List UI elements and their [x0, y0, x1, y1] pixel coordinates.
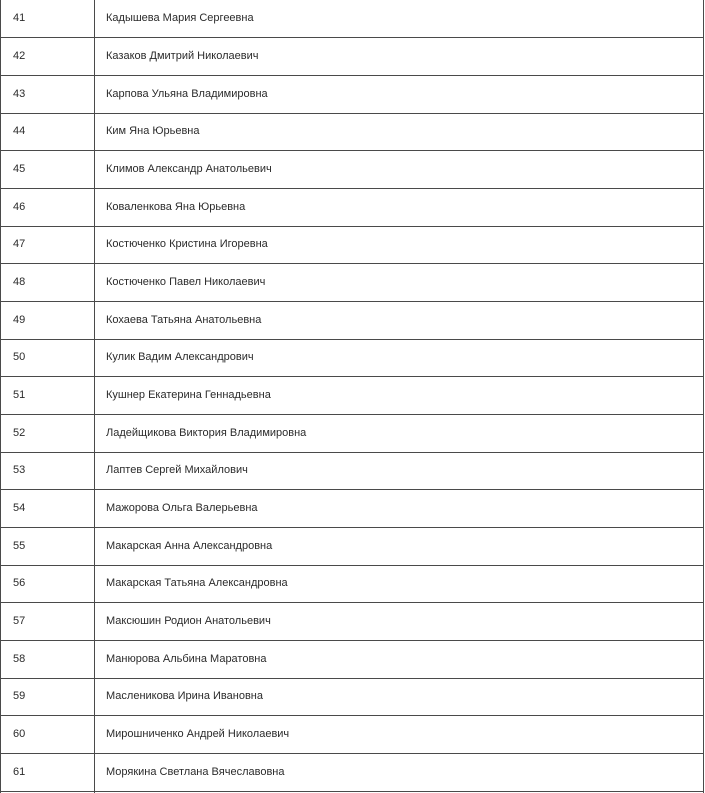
table-row: [1, 0, 704, 38]
row-number: 52: [13, 427, 26, 439]
person-name: Кадышева Мария Сергеевна: [106, 12, 254, 24]
row-number: 57: [13, 615, 26, 627]
table-row: [1, 302, 704, 340]
person-name: Манюрова Альбина Маратовна: [106, 653, 267, 665]
table-row: [1, 151, 704, 189]
person-name: Костюченко Павел Николаевич: [106, 276, 266, 288]
table-row: [1, 716, 704, 754]
table-row: [1, 565, 704, 603]
row-number: 53: [13, 464, 26, 476]
table-row: [1, 339, 704, 377]
person-name: Мирошниченко Андрей Николаевич: [106, 728, 290, 740]
table-row: [1, 452, 704, 490]
row-number: 49: [13, 314, 26, 326]
table-row: [1, 226, 704, 264]
person-name: Кулик Вадим Александрович: [106, 351, 254, 363]
person-name: Кушнер Екатерина Геннадьевна: [106, 389, 271, 401]
row-number: 51: [13, 389, 26, 401]
row-number: 55: [13, 540, 26, 552]
table-row: [1, 754, 704, 792]
person-name: Ким Яна Юрьевна: [106, 125, 200, 137]
row-number: 56: [13, 577, 26, 589]
person-name: Костюченко Кристина Игоревна: [106, 238, 268, 250]
row-number: 44: [13, 125, 26, 137]
table-row: [1, 38, 704, 76]
row-number: 60: [13, 728, 26, 740]
person-name: Морякина Светлана Вячеславовна: [106, 766, 285, 778]
table-row: [1, 189, 704, 227]
table-row: [1, 678, 704, 716]
person-name: Максюшин Родион Анатольевич: [106, 615, 271, 627]
row-number: 48: [13, 276, 26, 288]
person-name: Макарская Анна Александровна: [106, 540, 273, 552]
table-row: [1, 528, 704, 566]
row-number: 46: [13, 201, 26, 213]
row-number: 42: [13, 50, 26, 62]
person-name: Кохаева Татьяна Анатольевна: [106, 314, 262, 326]
person-name: Макарская Татьяна Александровна: [106, 577, 288, 589]
row-number: 59: [13, 690, 26, 702]
row-number: 50: [13, 351, 26, 363]
person-name: Масленикова Ирина Ивановна: [106, 690, 263, 702]
row-number: 45: [13, 163, 26, 175]
table-row: [1, 603, 704, 641]
row-number: 41: [13, 12, 26, 24]
person-name: Мажорова Ольга Валерьевна: [106, 502, 258, 514]
table-row: [1, 641, 704, 679]
person-name: Ладейщикова Виктория Владимировна: [106, 427, 307, 439]
table-row: [1, 264, 704, 302]
row-number: 54: [13, 502, 26, 514]
person-name: Казаков Дмитрий Николаевич: [106, 50, 259, 62]
person-name: Карпова Ульяна Владимировна: [106, 88, 268, 100]
table-row: [1, 415, 704, 453]
person-name: Лаптев Сергей Михайлович: [106, 464, 248, 476]
person-name: Коваленкова Яна Юрьевна: [106, 201, 246, 213]
table-row: [1, 377, 704, 415]
row-number: 58: [13, 653, 26, 665]
table-row: [1, 76, 704, 114]
row-number: 43: [13, 88, 26, 100]
person-name: Климов Александр Анатольевич: [106, 163, 272, 175]
table-row: [1, 490, 704, 528]
row-number: 61: [13, 766, 26, 778]
table-row: [1, 113, 704, 151]
row-number: 47: [13, 238, 26, 250]
